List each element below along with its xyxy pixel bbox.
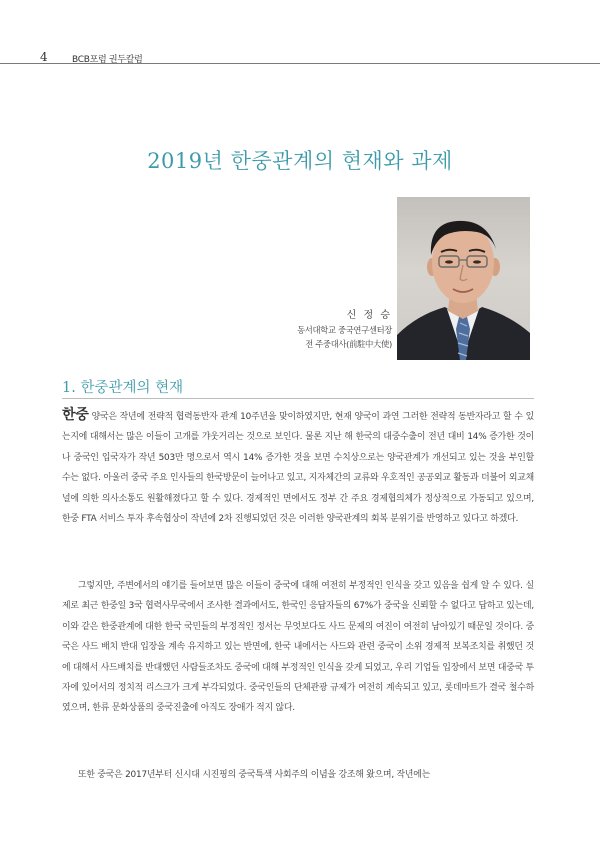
- publication-title: BCB포럼 권두칼럼: [72, 55, 143, 65]
- section-divider: [62, 398, 534, 399]
- paragraph-lead-word: 한중: [62, 407, 89, 423]
- header-divider: [0, 63, 600, 64]
- author-affiliation: [258, 323, 392, 351]
- page-number: 4: [40, 50, 48, 64]
- paragraph-1-text: 양국은 작년에 전략적 협력동반자 관계 10주년을 맞이하였지만, 현재 양국이 과연 그러한 전략적 동반자라고 할 수 있는지에 대해서는 많은 이들이 고개를 갸웃거리는 것으로 보인다. 물론 지난 해 한국의 대중수출이 전년 대비 14% 증가한 것이나 중국인 입국자가 작년 503만 명으로서 역시 14% 증가한 것을 보면 수치상으로는 양국관계가 개선되고 있는 것을 부인할 수는 없다. 아울러 중국 주요 인사들의 한국방문이 늘어나고 있고, 지자체간의 교류와 우호적인 공공외교 활동과 더불어 외교채널에 의한 의사소통도 원활해졌다고 할 수 있다. 경제적인 면에서도 정부 간 주요 경제협의체가 정상적으로 가동되고 있으며, 한중 FTA 서비스 투자 후속협상이 작년에 2차 진행되었던 것은 이러한 양국관계의 회복 분위기를 반영하고 있다고 하겠다.: [62, 412, 534, 525]
- page-header: [0, 0, 600, 64]
- body-paragraph-1: [62, 405, 534, 529]
- article-title: 2019년 한중관계의 현재와 과제: [147, 149, 453, 173]
- author-affiliation-line1: 동서대학교 중국연구센터장: [297, 325, 392, 335]
- author-photo: [397, 197, 530, 360]
- body-paragraph-3: 또한 중국은 2017년부터 신시대 시진핑의 중국특색 사회주의 이념을 강조해 왔으며, 작년에는: [78, 770, 431, 780]
- portrait-illustration: [397, 197, 530, 360]
- author-name: 신 정 승: [346, 310, 392, 321]
- section-heading: 1. 한중관계의 현재: [62, 380, 184, 396]
- author-affiliation-line2: 전 주중대사(前駐中大使): [305, 339, 392, 349]
- body-paragraph-2: 그렇지만, 주변에서의 얘기를 들어보면 많은 이들이 중국에 대해 여전히 부정적인 인식을 갖고 있음을 쉽게 알 수 있다. 실제로 최근 한중일 3국 협력사무국에서 조사한 결과에서도, 한국인 응답자들의 67%가 중국을 신뢰할 수 없다고 답하고 있는데, 이와 같은 한중관계에 대한 한국 국민들의 부정적인 정서는 무엇보다도 사드 문제의 여진이 여전히 남아있기 때문일 것이다. 중국은 사드 배치 반대 입장을 계속 유지하고 있는 반면에, 한국 내에서는 사드와 관련 중국이 소위 경제적 보복조치를 취했던 것에 대해서 사드배치를 반대했던 사람들조차도 중국에 대해 부정적인 인식을 갖게 되었고, 우리 기업들 입장에서 보면 대중국 투자에 있어서의 정치적 리스크가 크게 부각되었다. 중국인들의 단체관광 규제가 여전히 계속되고 있고, 롯데마트가 결국 철수하였으며, 한류 문화상품의 중국진출에 아직도 장애가 적지 않다.: [62, 581, 534, 714]
